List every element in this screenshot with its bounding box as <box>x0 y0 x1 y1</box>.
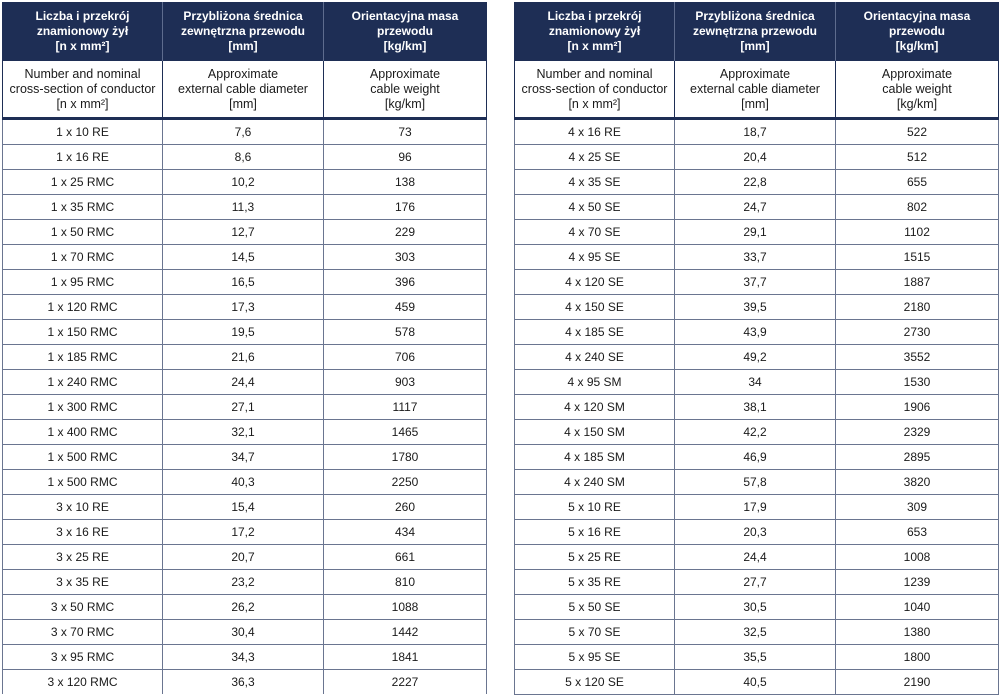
cell-weight: 522 <box>836 119 999 145</box>
table-row <box>3 495 487 520</box>
cell-weight: 1040 <box>836 595 999 620</box>
cell-weight: 903 <box>324 370 487 395</box>
cell-diameter: 39,5 <box>675 295 836 320</box>
cell-diameter: 36,3 <box>163 670 324 695</box>
table-row <box>515 470 999 495</box>
table-row <box>515 270 999 295</box>
table-row <box>3 570 487 595</box>
cell-weight: 1465 <box>324 420 487 445</box>
table-row <box>515 220 999 245</box>
table-row <box>515 320 999 345</box>
cell-conductor: 4 x 120 SM <box>515 395 675 420</box>
cell-conductor: 5 x 70 SE <box>515 620 675 645</box>
table-row <box>515 420 999 445</box>
cell-diameter: 7,6 <box>163 119 324 145</box>
cell-diameter: 18,7 <box>675 119 836 145</box>
cell-diameter: 34,7 <box>163 445 324 470</box>
cell-weight: 73 <box>324 119 487 145</box>
table-row <box>3 345 487 370</box>
table-row <box>3 470 487 495</box>
cell-diameter: 16,5 <box>163 270 324 295</box>
table-row <box>515 645 999 670</box>
cell-diameter: 27,1 <box>163 395 324 420</box>
cell-diameter: 35,5 <box>675 645 836 670</box>
cell-diameter: 42,2 <box>675 420 836 445</box>
cell-diameter: 26,2 <box>163 595 324 620</box>
cell-weight: 260 <box>324 495 487 520</box>
cell-conductor: 1 x 35 RMC <box>3 195 163 220</box>
cell-diameter: 37,7 <box>675 270 836 295</box>
cell-weight: 1800 <box>836 645 999 670</box>
cell-weight: 396 <box>324 270 487 295</box>
cell-diameter: 15,4 <box>163 495 324 520</box>
cell-diameter: 43,9 <box>675 320 836 345</box>
cell-diameter: 30,5 <box>675 595 836 620</box>
cell-weight: 810 <box>324 570 487 595</box>
cell-diameter: 40,3 <box>163 470 324 495</box>
cell-weight: 309 <box>836 495 999 520</box>
cell-diameter: 46,9 <box>675 445 836 470</box>
table-row <box>3 520 487 545</box>
cell-weight: 2190 <box>836 670 999 695</box>
table-row <box>515 570 999 595</box>
cell-weight: 1515 <box>836 245 999 270</box>
header-row-english <box>515 61 999 119</box>
cable-table-left <box>2 2 487 694</box>
cell-conductor: 3 x 50 RMC <box>3 595 163 620</box>
cell-weight: 2250 <box>324 470 487 495</box>
cell-conductor: 1 x 95 RMC <box>3 270 163 295</box>
cell-diameter: 40,5 <box>675 670 836 695</box>
table-row <box>515 620 999 645</box>
cell-weight: 512 <box>836 145 999 170</box>
cell-weight: 1088 <box>324 595 487 620</box>
table-row <box>515 445 999 470</box>
cell-weight: 1380 <box>836 620 999 645</box>
cell-conductor: 1 x 70 RMC <box>3 245 163 270</box>
cell-diameter: 17,3 <box>163 295 324 320</box>
cell-conductor: 4 x 95 SM <box>515 370 675 395</box>
cell-diameter: 38,1 <box>675 395 836 420</box>
cell-weight: 2895 <box>836 445 999 470</box>
cell-weight: 706 <box>324 345 487 370</box>
cell-conductor: 5 x 95 SE <box>515 645 675 670</box>
cell-conductor: 5 x 10 RE <box>515 495 675 520</box>
cell-conductor: 1 x 185 RMC <box>3 345 163 370</box>
cell-conductor: 3 x 70 RMC <box>3 620 163 645</box>
cell-weight: 802 <box>836 195 999 220</box>
header-pl-weight: Orientacyjna masa przewodu [kg/km] <box>836 2 999 61</box>
cell-conductor: 4 x 35 SE <box>515 170 675 195</box>
cell-diameter: 24,7 <box>675 195 836 220</box>
header-pl-conductor: Liczba i przekrój znamionowy żył [n x mm²] <box>3 2 163 61</box>
cell-conductor: 1 x 25 RMC <box>3 170 163 195</box>
header-pl-diameter: Przybliżona średnica zewnętrzna przewodu [mm] <box>163 2 324 61</box>
cell-conductor: 1 x 10 RE <box>3 119 163 145</box>
table-row <box>3 245 487 270</box>
table-row <box>3 295 487 320</box>
table-row <box>3 670 487 695</box>
header-en-diameter: Approximate external cable diameter [mm] <box>675 61 836 119</box>
table-row <box>3 445 487 470</box>
cell-conductor: 5 x 50 SE <box>515 595 675 620</box>
cell-conductor: 5 x 25 RE <box>515 545 675 570</box>
cell-conductor: 4 x 150 SE <box>515 295 675 320</box>
cell-conductor: 3 x 35 RE <box>3 570 163 595</box>
cell-conductor: 1 x 400 RMC <box>3 420 163 445</box>
header-pl-weight: Orientacyjna masa przewodu [kg/km] <box>324 2 487 61</box>
table-row <box>515 145 999 170</box>
cell-conductor: 1 x 16 RE <box>3 145 163 170</box>
table-row <box>515 495 999 520</box>
table-row <box>515 170 999 195</box>
cell-diameter: 30,4 <box>163 620 324 645</box>
cell-weight: 655 <box>836 170 999 195</box>
table-body-left <box>3 119 487 695</box>
cell-weight: 661 <box>324 545 487 570</box>
table-body-right <box>515 119 999 695</box>
cell-conductor: 1 x 500 RMC <box>3 445 163 470</box>
table-row <box>515 245 999 270</box>
cell-conductor: 1 x 120 RMC <box>3 295 163 320</box>
table-row <box>3 545 487 570</box>
table-row <box>3 195 487 220</box>
table-row <box>515 670 999 695</box>
cell-diameter: 57,8 <box>675 470 836 495</box>
cell-weight: 1780 <box>324 445 487 470</box>
cell-weight: 1841 <box>324 645 487 670</box>
cell-conductor: 3 x 120 RMC <box>3 670 163 695</box>
cell-weight: 653 <box>836 520 999 545</box>
cell-diameter: 24,4 <box>675 545 836 570</box>
cell-diameter: 22,8 <box>675 170 836 195</box>
cell-diameter: 20,3 <box>675 520 836 545</box>
header-en-weight: Approximate cable weight [kg/km] <box>324 61 487 119</box>
cell-conductor: 4 x 240 SM <box>515 470 675 495</box>
header-row-english <box>3 61 487 119</box>
header-row-polish <box>3 2 487 61</box>
header-row-polish <box>515 2 999 61</box>
table-row <box>515 545 999 570</box>
cell-conductor: 4 x 16 RE <box>515 119 675 145</box>
cell-conductor: 1 x 300 RMC <box>3 395 163 420</box>
cell-diameter: 23,2 <box>163 570 324 595</box>
cell-diameter: 32,1 <box>163 420 324 445</box>
header-en-conductor: Number and nominal cross-section of conductor [n x mm²] <box>3 61 163 119</box>
table-row <box>515 295 999 320</box>
table-row <box>3 395 487 420</box>
header-en-conductor: Number and nominal cross-section of conductor [n x mm²] <box>515 61 675 119</box>
cell-weight: 1239 <box>836 570 999 595</box>
table-row <box>515 195 999 220</box>
table-row <box>515 119 999 145</box>
cell-diameter: 24,4 <box>163 370 324 395</box>
cell-weight: 3552 <box>836 345 999 370</box>
table-row <box>3 370 487 395</box>
cell-conductor: 1 x 150 RMC <box>3 320 163 345</box>
cell-weight: 303 <box>324 245 487 270</box>
cell-weight: 1906 <box>836 395 999 420</box>
cell-weight: 1102 <box>836 220 999 245</box>
cell-weight: 176 <box>324 195 487 220</box>
cell-weight: 2180 <box>836 295 999 320</box>
header-pl-conductor: Liczba i przekrój znamionowy żył [n x mm²] <box>515 2 675 61</box>
cell-conductor: 4 x 50 SE <box>515 195 675 220</box>
table-row <box>515 345 999 370</box>
table-row <box>3 170 487 195</box>
cell-conductor: 3 x 25 RE <box>3 545 163 570</box>
table-row <box>515 395 999 420</box>
cell-weight: 1530 <box>836 370 999 395</box>
cell-diameter: 29,1 <box>675 220 836 245</box>
cell-diameter: 17,2 <box>163 520 324 545</box>
table-row <box>3 420 487 445</box>
table-row <box>3 595 487 620</box>
cell-weight: 2329 <box>836 420 999 445</box>
cell-conductor: 3 x 16 RE <box>3 520 163 545</box>
cell-conductor: 4 x 70 SE <box>515 220 675 245</box>
cell-weight: 578 <box>324 320 487 345</box>
cell-conductor: 1 x 240 RMC <box>3 370 163 395</box>
header-en-weight: Approximate cable weight [kg/km] <box>836 61 999 119</box>
cell-conductor: 4 x 240 SE <box>515 345 675 370</box>
cell-conductor: 4 x 120 SE <box>515 270 675 295</box>
cell-diameter: 32,5 <box>675 620 836 645</box>
cell-diameter: 34,3 <box>163 645 324 670</box>
table-row <box>3 320 487 345</box>
table-row <box>3 145 487 170</box>
cell-diameter: 33,7 <box>675 245 836 270</box>
table-row <box>3 620 487 645</box>
cell-weight: 2730 <box>836 320 999 345</box>
cell-diameter: 14,5 <box>163 245 324 270</box>
cell-diameter: 12,7 <box>163 220 324 245</box>
cell-weight: 138 <box>324 170 487 195</box>
table-row <box>3 270 487 295</box>
cell-diameter: 49,2 <box>675 345 836 370</box>
table-row <box>515 520 999 545</box>
table-row <box>3 645 487 670</box>
header-pl-diameter: Przybliżona średnica zewnętrzna przewodu [mm] <box>675 2 836 61</box>
cell-weight: 1008 <box>836 545 999 570</box>
cell-diameter: 20,7 <box>163 545 324 570</box>
cell-diameter: 20,4 <box>675 145 836 170</box>
cell-diameter: 10,2 <box>163 170 324 195</box>
cell-conductor: 5 x 35 RE <box>515 570 675 595</box>
cell-weight: 96 <box>324 145 487 170</box>
cell-conductor: 5 x 16 RE <box>515 520 675 545</box>
cable-table-right <box>514 2 999 695</box>
table-row <box>3 220 487 245</box>
cell-conductor: 1 x 500 RMC <box>3 470 163 495</box>
table-row <box>3 119 487 145</box>
cell-weight: 1442 <box>324 620 487 645</box>
cell-conductor: 4 x 150 SM <box>515 420 675 445</box>
cell-conductor: 4 x 25 SE <box>515 145 675 170</box>
cell-conductor: 5 x 120 SE <box>515 670 675 695</box>
table-row <box>515 370 999 395</box>
cell-weight: 3820 <box>836 470 999 495</box>
cell-weight: 459 <box>324 295 487 320</box>
cell-diameter: 34 <box>675 370 836 395</box>
cell-conductor: 3 x 10 RE <box>3 495 163 520</box>
cell-diameter: 8,6 <box>163 145 324 170</box>
cell-diameter: 21,6 <box>163 345 324 370</box>
cell-diameter: 17,9 <box>675 495 836 520</box>
cell-conductor: 1 x 50 RMC <box>3 220 163 245</box>
header-en-diameter: Approximate external cable diameter [mm] <box>163 61 324 119</box>
cell-weight: 1117 <box>324 395 487 420</box>
cell-conductor: 4 x 185 SM <box>515 445 675 470</box>
cell-conductor: 4 x 95 SE <box>515 245 675 270</box>
cell-weight: 229 <box>324 220 487 245</box>
cell-diameter: 27,7 <box>675 570 836 595</box>
cell-weight: 1887 <box>836 270 999 295</box>
cell-diameter: 19,5 <box>163 320 324 345</box>
cell-weight: 434 <box>324 520 487 545</box>
cell-conductor: 3 x 95 RMC <box>3 645 163 670</box>
cell-weight: 2227 <box>324 670 487 695</box>
cell-conductor: 4 x 185 SE <box>515 320 675 345</box>
cell-diameter: 11,3 <box>163 195 324 220</box>
table-row <box>515 595 999 620</box>
